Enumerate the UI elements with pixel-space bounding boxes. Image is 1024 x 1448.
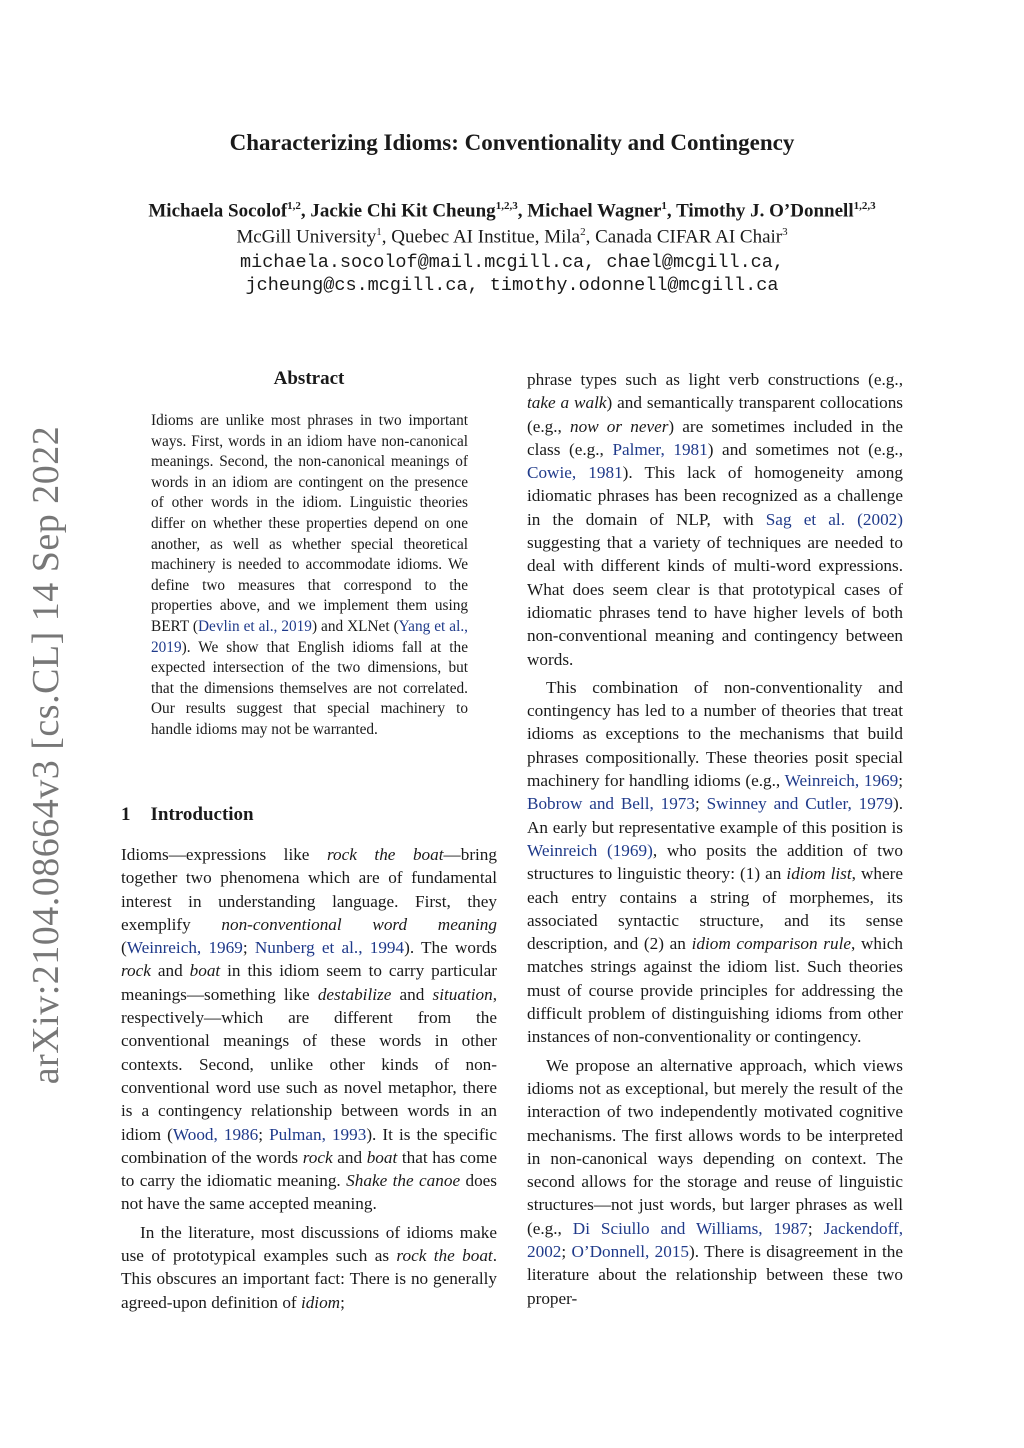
- affiliations: McGill University$^1$, Quebec AI Institue, Mila$^2$, Canada CIFAR AI Chair$^3$: [236, 226, 788, 248]
- paper-title: Characterizing Idioms: Conventionality and Contingency: [229, 130, 795, 155]
- right-paragraph-3: We propose an alternative approach, which views idioms not as exceptional, but merely the result of the interaction of two independently motivated cognitive mechanisms. The first allows words to be interpreted in non-canonical ways depending on context. The second allows for the storage and reuse of linguistic structures—not just words, but larger phrases as well (e.g., Di Sciullo and Williams, 1987; Jackendoff, 2002; O’Donnell, 2015). There is disagreement in the literature about the relationship between these two proper-: [527, 1055, 904, 1308]
- email-line-1[interactable]: michaela.socolof@mail.mcgill.ca, chael@mcgill.ca,: [240, 252, 784, 273]
- intro-paragraph-1: Idioms—expressions like rock the boat—bring together two phenomena which are of fundamental interest in understanding language. First, they exemplify non-conventional word meaning (Weinreich, 1969; Nunberg et al., 1994). The words rock and boat in this idiom seem to carry particular meanings—something like destabilize and situation, respectively—which are different from the conventional meanings of these words in other contexts. Second, unlike other kinds of non-conventional word use such as novel metaphor, there is a contingency relationship between words in an idiom (Wood, 1986; Pulman, 1993). It is the specific combination of the words rock and boat that has come to carry the idiomatic meaning. Shake the canoe does not have the same accepted meaning.: [121, 845, 498, 1214]
- arxiv-side-stamp: arXiv:2104.08664v3 [cs.CL] 14 Sep 2022: [25, 425, 67, 1085]
- citation-link[interactable]: Pulman, 1993: [269, 1124, 367, 1144]
- citation-link[interactable]: Swinney and Cutler, 1979: [706, 794, 893, 814]
- author-name: Jackie Chi Kit Cheung: [310, 200, 496, 222]
- section-heading: 1 Introduction: [121, 804, 254, 825]
- citation-link[interactable]: Yang et al., 2019: [151, 617, 468, 656]
- right-paragraph-2: This combination of non-conventionality and contingency has led to a number of theories that treat idioms as exceptions to the mechanisms that build phrases compositionally. These theories posit special machinery for handling idioms (e.g., Weinreich, 1969; Bobrow and Bell, 1973; Swinney and Cutler, 1979). An early but representative example of this position is Weinreich (1969), who posits the addition of two structures to linguistic theory: (1) an idiom list, where each entry contains a string of morphemes, its associated syntactic structure, and its sense description, and (2) an idiom comparison rule, which matches strings against the idiom list. Such theories must of course provide principles for addressing the difficult problem of distinguishing idioms from other instances of non-conventionality or contingency.: [527, 677, 904, 1047]
- author-name: Timothy J. O’Donnell: [676, 200, 854, 222]
- citation-link[interactable]: Weinreich (1969): [527, 840, 653, 860]
- citation-link[interactable]: Bobrow and Bell, 1973: [527, 794, 695, 814]
- email-line-2[interactable]: jcheung@cs.mcgill.ca, timothy.odonnell@mcgill.ca: [245, 275, 779, 296]
- citation-link[interactable]: O’Donnell, 2015: [571, 1241, 690, 1261]
- citation-link[interactable]: Devlin et al., 2019: [198, 617, 312, 635]
- author-name: Michaela Socolof: [148, 200, 288, 222]
- abstract-heading: Abstract: [273, 368, 345, 389]
- citation-link[interactable]: Wood, 1986: [172, 1124, 259, 1144]
- left-column: [121, 843, 497, 1314]
- citation-link[interactable]: Sag et al. (2002): [765, 509, 903, 529]
- citation-link[interactable]: Weinreich, 1969: [126, 938, 243, 958]
- right-column: [527, 368, 903, 1310]
- citation-link[interactable]: Jackendoff, 2002: [527, 1218, 904, 1261]
- citation-link[interactable]: Palmer, 1981: [612, 439, 708, 459]
- abstract-body: Idioms are unlike most phrases in two important ways. First, words in an idiom have non-canonical meanings. Second, the non-canonical meanings of words in an idiom are contingent on the presence of other words in the idiom. Linguistic theories differ on whether these properties depend on one another, as well as whether special theoretical machinery is needed to accommodate idioms. We define two measures that correspond to the properties above, and we implement them using BERT (Devlin et al., 2019) and XLNet (Yang et al., 2019). We show that English idioms fall at the expected intersection of the two dimensions, but that the dimensions themselves are not correlated. Our results suggest that special machinery to handle idioms may not be warranted.: [151, 412, 468, 738]
- author-name: Michael Wagner: [527, 200, 662, 222]
- author-list: Michaela Socolof$^{1,2}$, Jackie Chi Kit Cheung$^{1,2,3}$, Michael Wagner$^1$, Timothy J. O’Donnell$^{1,2,3}$: [148, 200, 876, 222]
- citation-link[interactable]: Cowie, 1981: [527, 463, 623, 483]
- citation-link[interactable]: Weinreich, 1969: [784, 771, 899, 791]
- right-paragraph-1: phrase types such as light verb constructions (e.g., take a walk) and semantically transparent collocations (e.g., now or never) are sometimes included in the class (e.g., Palmer, 1981) and sometimes not (e.g., Cowie, 1981). This lack of homogeneity among idiomatic phrases has been recognized as a challenge in the domain of NLP, with Sag et al. (2002) suggesting that a variety of techniques are needed to deal with different kinds of multi-word expressions. What does seem clear is that prototypical cases of idiomatic phrases tend to have higher levels of both non-conventional meaning and contingency between words.: [527, 370, 904, 669]
- citation-link[interactable]: Nunberg et al., 1994: [254, 938, 405, 958]
- citation-link[interactable]: Di Sciullo and Williams, 1987: [572, 1218, 808, 1238]
- intro-paragraph-2: In the literature, most discussions of idioms make use of prototypical examples such as rock the boat. This obscures an important fact: There is no generally agreed-upon definition of idiom;: [121, 1222, 497, 1312]
